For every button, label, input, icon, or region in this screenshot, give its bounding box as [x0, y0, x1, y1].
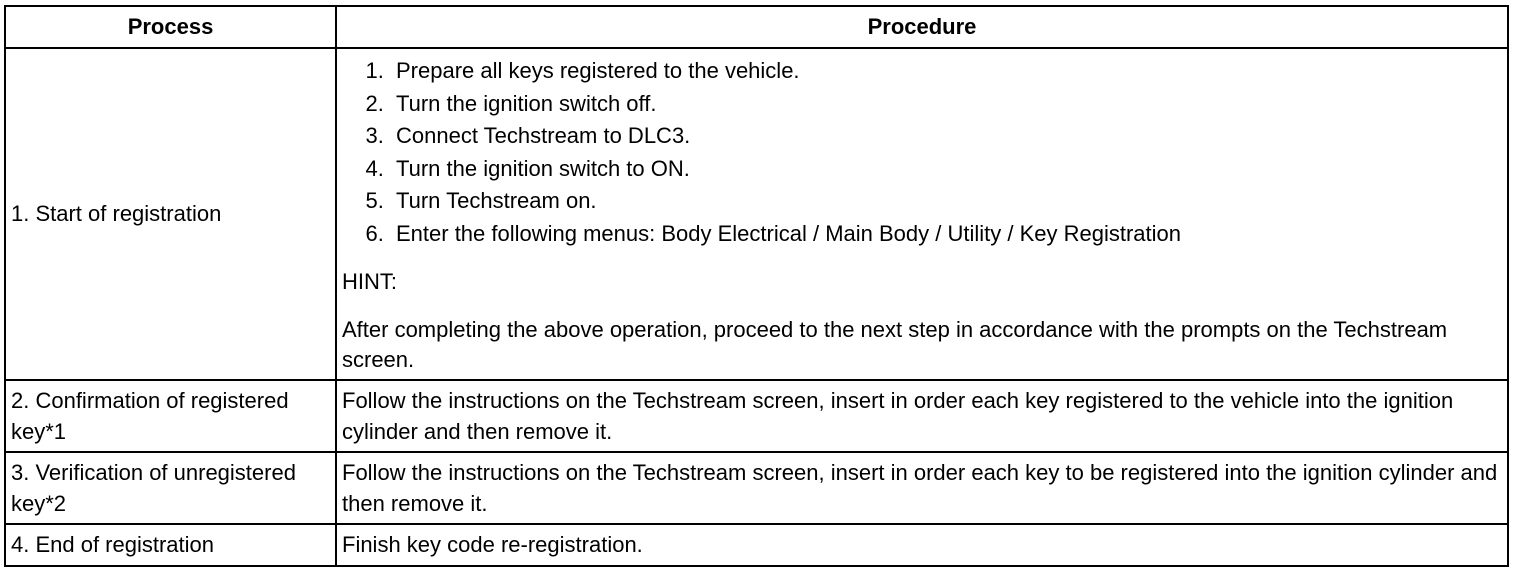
hint-label: HINT:	[342, 269, 397, 294]
step-item: 1. Prepare all keys registered to the vehicle.	[390, 55, 1502, 88]
table-header-row	[5, 6, 1508, 48]
procedure-cell	[336, 48, 1508, 380]
process-cell: 4. End of registration	[5, 524, 336, 566]
step-item: 2. Turn the ignition switch off.	[390, 88, 1502, 121]
step-item: 4. Turn the ignition switch to ON.	[390, 153, 1502, 186]
procedure-cell: Finish key code re-registration.	[336, 524, 1508, 566]
hint-text: After completing the above operation, proceed to the next step in accordance with the prompts on the Techstream screen.	[342, 317, 1448, 372]
process-cell: 1. Start of registration	[5, 48, 336, 380]
procedure-cell: Follow the instructions on the Techstream screen, insert in order each key to be registered into the ignition cylinder and then remove it.	[336, 452, 1508, 524]
process-cell: 3. Verification of unregistered key*2	[5, 452, 336, 524]
step-item: 3. Connect Techstream to DLC3.	[390, 120, 1502, 153]
step-item: 5. Turn Techstream on.	[390, 185, 1502, 218]
step-list	[342, 55, 1502, 250]
registration-procedure-table	[4, 5, 1509, 567]
table-row	[5, 452, 1508, 524]
process-cell: 2. Confirmation of registered key*1	[5, 380, 336, 452]
table-row	[5, 524, 1508, 566]
column-header-process: Process	[5, 6, 336, 48]
table-row	[5, 48, 1508, 380]
table-row	[5, 380, 1508, 452]
procedure-cell: Follow the instructions on the Techstream screen, insert in order each key registered to the vehicle into the ignition cylinder and then remove it.	[336, 380, 1508, 452]
step-item: 6. Enter the following menus: Body Electrical / Main Body / Utility / Key Registration	[390, 218, 1502, 251]
column-header-procedure: Procedure	[336, 6, 1508, 48]
